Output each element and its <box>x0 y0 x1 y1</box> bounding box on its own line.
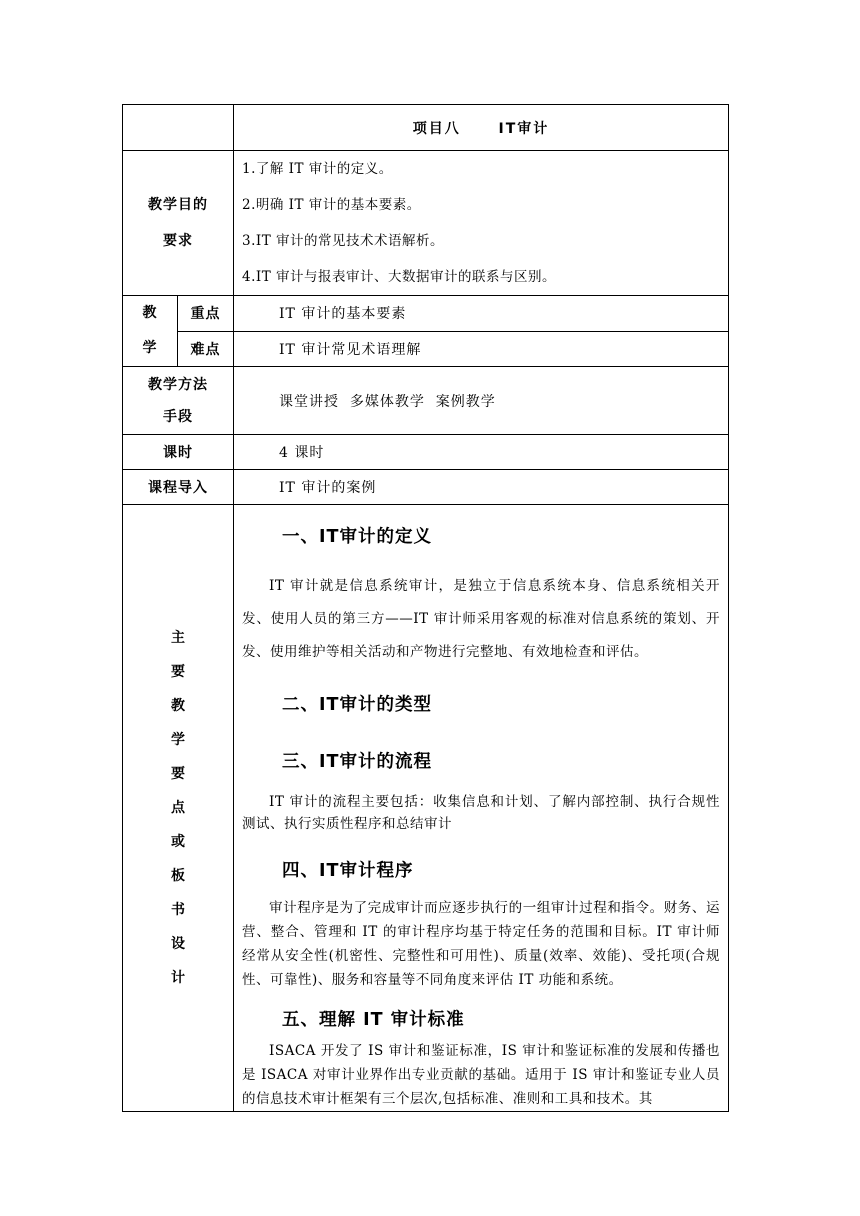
side-char: 书 <box>171 902 185 918</box>
intro-label: 课程导入 <box>123 470 234 505</box>
section-heading-definition: 一、IT审计的定义 <box>282 527 432 547</box>
section-body-process: IT 审计的流程主要包括：收集信息和计划、了解内部控制、执行合规性测试、执行实质性程序和总结审计 <box>242 794 720 832</box>
main-content <box>234 505 729 1112</box>
difficulty-value: IT 审计常见术语理解 <box>234 331 729 367</box>
intro-value: IT 审计的案例 <box>234 470 729 505</box>
project-subject: IT审计 <box>498 120 550 137</box>
difficulty-row <box>123 331 729 367</box>
goal-item: 2.明确 IT 审计的基本要素。 <box>242 197 421 213</box>
main-side-label <box>123 505 234 1112</box>
focus-row <box>123 296 729 332</box>
project-number: 项目八 <box>412 120 461 137</box>
hours-row <box>123 435 729 470</box>
side-char: 教 <box>171 698 185 714</box>
side-char: 学 <box>171 732 185 748</box>
methods-row <box>123 367 729 435</box>
side-char: 计 <box>171 970 185 986</box>
focus-label: 重点 <box>178 296 234 332</box>
section-heading-types: 二、IT审计的类型 <box>282 695 432 715</box>
main-content-row <box>123 505 729 1112</box>
side-char: 点 <box>171 800 185 816</box>
methods-label-line1: 教学方法 <box>148 376 208 393</box>
section-body-procedures: 审计程序是为了完成审计而应逐步执行的一组审计过程和指令。财务、运营、整合、管理和 IT 的审计程序均基于特定任务的范围和目标。IT 审计师经常从安全性(机密性、完整性和可用性)、质量(效率、效能)、受托项(合规性、可靠性)、服务和容量等不同角度来评估 IT 功能和系统。 <box>242 900 720 988</box>
focus-value: IT 审计的基本要素 <box>234 296 729 332</box>
intro-row <box>123 470 729 505</box>
goals-row <box>123 151 729 296</box>
teaching-side-label <box>123 296 178 367</box>
methods-label <box>123 367 234 435</box>
side-char: 要 <box>171 664 185 680</box>
side-char: 设 <box>171 936 185 952</box>
methods-label-line2: 手段 <box>163 408 193 425</box>
goals-list <box>234 151 729 296</box>
goals-label-line1: 教学目的 <box>148 197 208 213</box>
page-title <box>234 105 729 151</box>
difficulty-label: 难点 <box>178 331 234 367</box>
teaching-side-char: 教 <box>142 305 158 321</box>
teaching-side-char: 学 <box>142 340 158 356</box>
hours-value: 4 课时 <box>234 435 729 470</box>
goals-label-line2: 要求 <box>163 233 193 249</box>
side-char: 或 <box>171 834 185 850</box>
section-heading-process: 三、IT审计的流程 <box>282 752 432 772</box>
methods-value: 课堂讲授 多媒体教学 案例教学 <box>234 367 729 435</box>
side-char: 主 <box>171 630 185 646</box>
side-char: 板 <box>171 868 185 884</box>
goal-item: 3.IT 审计的常见技术术语解析。 <box>242 233 445 249</box>
section-heading-standards: 五、理解 IT 审计标准 <box>282 1010 465 1030</box>
lesson-plan-table <box>122 104 729 1112</box>
title-row <box>123 105 729 151</box>
section-body-standards: ISACA 开发了 IS 审计和鉴证标准，IS 审计和鉴证标准的发展和传播也是 ISACA 对审计业界作出专业贡献的基础。适用于 IS 审计和鉴证专业人员的信息技术审计框架有三个层次,包括标准、准则和工具和技术。其 <box>242 1043 720 1107</box>
title-empty-cell <box>123 105 234 151</box>
section-body-definition: IT 审计就是信息系统审计，是独立于信息系统本身、信息系统相关开发、使用人员的第三方——IT 审计师采用客观的标准对信息系统的策划、开发、使用维护等相关活动和产物进行完整地、有效地检查和评估。 <box>242 578 720 660</box>
section-heading-procedures: 四、IT审计程序 <box>282 861 414 881</box>
goals-label <box>123 151 234 296</box>
side-char: 要 <box>171 766 185 782</box>
goal-item: 4.IT 审计与报表审计、大数据审计的联系与区别。 <box>242 269 557 285</box>
hours-label: 课时 <box>123 435 234 470</box>
goal-item: 1.了解 IT 审计的定义。 <box>242 161 393 177</box>
